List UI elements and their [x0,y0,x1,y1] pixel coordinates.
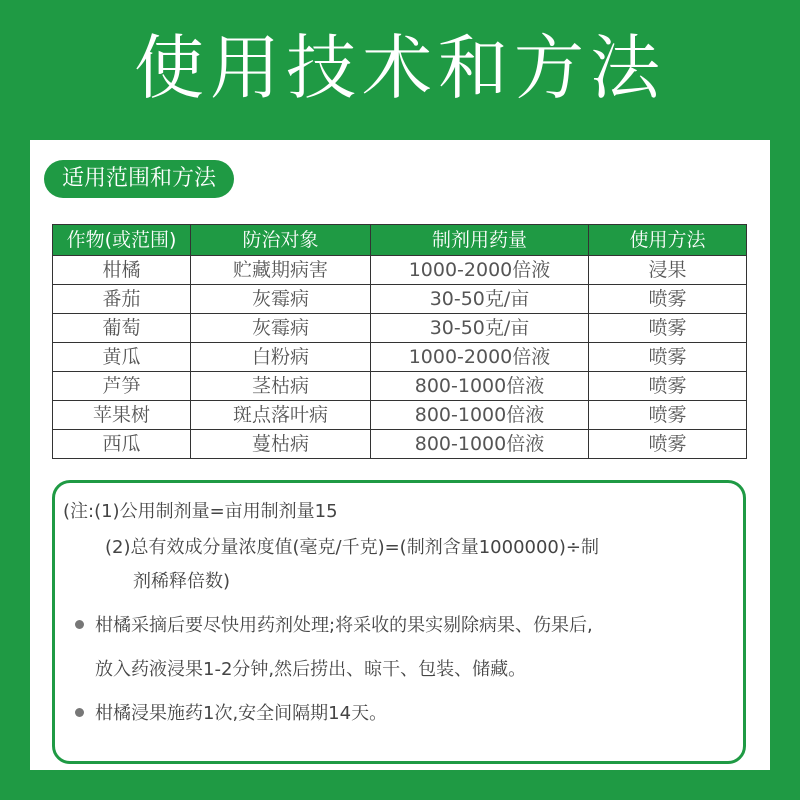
cell-dosage: 800-1000倍液 [371,430,589,459]
header-method: 使用方法 [589,225,747,256]
cell-method: 喷雾 [589,285,747,314]
table-row [53,343,747,372]
cell-crop: 芦笋 [53,372,191,401]
cell-dosage: 1000-2000倍液 [371,256,589,285]
cell-target: 贮藏期病害 [191,256,371,285]
bullet-icon [75,620,84,629]
page-title: 使用技术和方法 [134,27,666,109]
table-row [53,314,747,343]
table-row [53,430,747,459]
notes-box [52,480,746,764]
cell-target: 茎枯病 [191,372,371,401]
cell-target: 灰霉病 [191,314,371,343]
table-row [53,285,747,314]
cell-crop: 葡萄 [53,314,191,343]
cell-crop: 黄瓜 [53,343,191,372]
content-panel [30,140,770,770]
cell-target: 蔓枯病 [191,430,371,459]
bullet-icon [75,708,84,717]
header-crop: 作物(或范围) [53,225,191,256]
table-header-row [53,225,747,256]
bullet-text-storage-cont: 放入药液浸果1-2分钟,然后捞出、晾干、包装、储藏。 [95,659,527,680]
note-formula-1: (注:(1)公用制剂量=亩用制剂量15 [63,501,338,522]
table-row [53,256,747,285]
cell-dosage: 30-50克/亩 [371,314,589,343]
cell-method: 喷雾 [589,401,747,430]
section-badge: 适用范围和方法 [44,160,234,198]
note-formula-2-cont: 剂稀释倍数) [133,571,231,592]
cell-dosage: 30-50克/亩 [371,285,589,314]
cell-method: 喷雾 [589,430,747,459]
cell-dosage: 1000-2000倍液 [371,343,589,372]
cell-target: 斑点落叶病 [191,401,371,430]
cell-crop: 番茄 [53,285,191,314]
cell-method: 浸果 [589,256,747,285]
bullet-text-interval: 柑橘浸果施药1次,安全间隔期14天。 [95,703,388,724]
table-row [53,401,747,430]
note-formula-2: (2)总有效成分量浓度值(毫克/千克)=(制剂含量1000000)÷制 [105,537,599,558]
header-target: 防治对象 [191,225,371,256]
table-row [53,372,747,401]
cell-dosage: 800-1000倍液 [371,401,589,430]
cell-method: 喷雾 [589,343,747,372]
cell-crop: 柑橘 [53,256,191,285]
cell-crop: 西瓜 [53,430,191,459]
cell-dosage: 800-1000倍液 [371,372,589,401]
cell-method: 喷雾 [589,314,747,343]
usage-table [52,224,747,459]
cell-method: 喷雾 [589,372,747,401]
cell-target: 灰霉病 [191,285,371,314]
cell-crop: 苹果树 [53,401,191,430]
cell-target: 白粉病 [191,343,371,372]
bullet-text-storage: 柑橘采摘后要尽快用药剂处理;将采收的果实剔除病果、伤果后, [95,615,593,636]
header-dosage: 制剂用药量 [371,225,589,256]
